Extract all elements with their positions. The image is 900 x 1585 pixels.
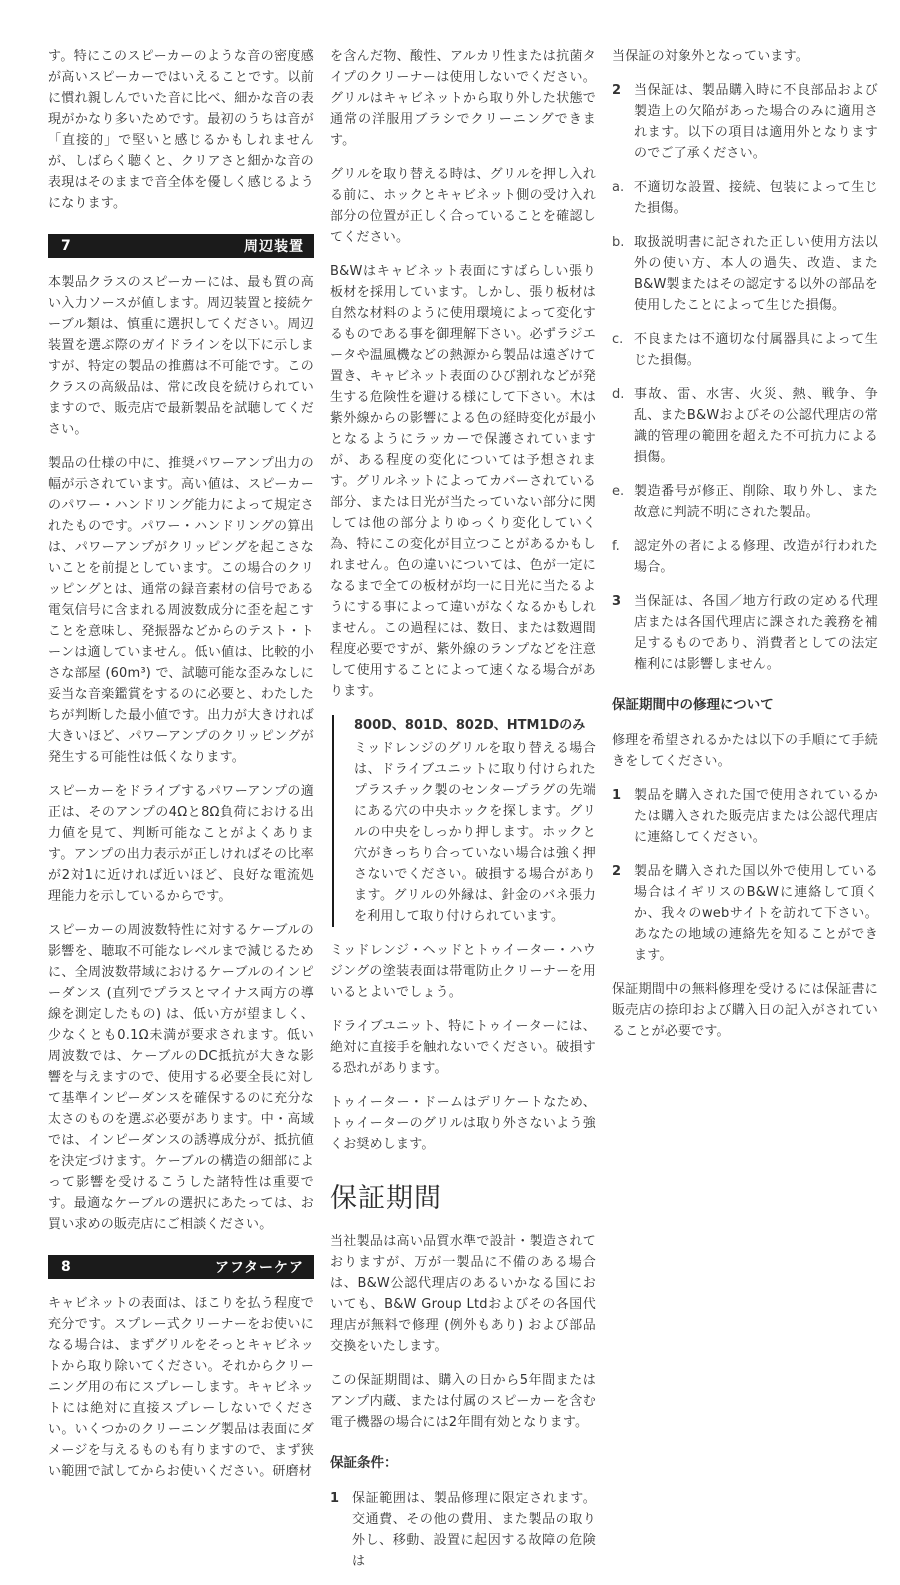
paragraph: 修理を希望されるかたは以下の手順にて手続きをしてください。	[612, 733, 878, 769]
list-number: 1	[612, 788, 622, 803]
list-text: 製造番号が修正、削除、取り外し、また故意に判読不明にされた製品。	[634, 484, 878, 520]
list-text: 保証範囲は、製品修理に限定されます。交通費、その他の費用、また製品の取り外し、移動、設置に起因する故障の危険は	[352, 1491, 596, 1570]
list-number: 2	[612, 864, 622, 879]
paragraph: 当社製品は高い品質水準で設計・製造されておりますが、万が一製品に不備のある場合は、B&W公認代理店のあるいかなる国においても、B&W Group Ltdおよびその各国代理店が無料で修理 (例外もあり) および部品交換をいたします。	[330, 1234, 596, 1355]
repair-during-warranty-subheading: 保証期間中の修理について	[612, 697, 774, 713]
paragraph: キャビネットの表面は、ほこりを払う程度で充分です。スプレー式クリーナーをお使いになる場合は、まずグリルをそっとキャビネットから取り除いてください。それからクリーニング用の布にスプレーします。キャビネットには絶対に直接スプレーしないでください。いくつかのクリーニング製品は表面にダメージを与えるものも有りますので、まず狭い範囲で試してからお使いください。研磨材	[48, 1296, 314, 1479]
condition-item-3	[612, 591, 878, 675]
list-text: 不適切な設置、接続、包装によって生じた損傷。	[634, 180, 878, 216]
paragraph: トゥイーター・ドームはデリケートなため、トゥイーターのグリルは取り外さないよう強くお奨めします。	[330, 1095, 596, 1152]
list-letter: a.	[612, 180, 625, 195]
paragraph: 本製品クラスのスピーカーには、最も質の高い入力ソースが値します。周辺装置と接続ケーブル類は、慎重に選択してください。周辺装置を選ぶ際のガイドラインを以下に示しますが、特定の製品の推薦は不可能です。このクラスの高級品は、常に改良を続けられていますので、販売店で最新製品を試聴してください。	[48, 275, 314, 437]
repair-step-2	[612, 861, 878, 966]
section-7-number: 7	[61, 238, 71, 254]
exclusion-item-a	[612, 177, 878, 219]
repair-step-1	[612, 785, 878, 848]
paragraph: ドライブユニット、特にトゥイーターには、絶対に直接手を触れないでください。破損する恐れがあります。	[330, 1019, 596, 1076]
model-specific-note	[332, 715, 596, 927]
paragraph: この保証期間は、購入の日から5年間またはアンプ内蔵、または付属のスピーカーを含む電子機器の場合には2年間有効となります。	[330, 1373, 596, 1431]
section-8-title: アフターケア	[214, 1260, 304, 1276]
list-number: 3	[612, 594, 622, 609]
note-title: 800D、801D、802D、HTM1Dのみ	[354, 718, 586, 733]
exclusion-item-c	[612, 329, 878, 371]
exclusion-item-e	[612, 481, 878, 523]
section-7-title: 周辺装置	[244, 239, 304, 255]
list-text: 製品を購入された国以外で使用している場合はイギリスのB&Wに連絡して頂くか、我々のwebサイトを訪れて下さい。あなたの地域の連絡先を知ることができます。	[634, 864, 878, 963]
list-text: 不良または不適切な付属器具によって生じた損傷。	[634, 332, 878, 368]
paragraph: グリルを取り替える時は、グリルを押し入れる前に、ホックとキャビネット側の受け入れ部分の位置が正しく合っていることを確認してください。	[330, 167, 596, 245]
list-letter: b.	[612, 235, 625, 250]
exclusion-item-f	[612, 536, 878, 578]
paragraph: スピーカーの周波数特性に対するケーブルの影響を、聴取不可能なレベルまで減じるために、全周波数帯域におけるケーブルのインピーダンス (直列でプラスとマイナス両方の導線を測定したもの) は、低い方が望ましく、少なくとも0.1Ω未満が要求されます。低い周波数では、ケーブルのDC抵抗が大きな影響を与えますので、使用する必要全長に対して基準インピーダンスを確保するのに充分な太さのものを選ぶ必要があります。中・高域では、インピーダンスの誘導成分が、抵抗値を決定づけます。ケーブルの構造の細部によって影響を受けるこうした諸特性は重要です。最適なケーブルの選択にあたっては、お買い求めの販売店にご相談ください。	[48, 923, 314, 1232]
list-letter: d.	[612, 387, 625, 402]
condition-item-2	[612, 80, 878, 164]
column-1	[48, 46, 314, 1585]
paragraph: 保証期間中の無料修理を受けるには保証書に販売店の捺印および購入日の記入がされていることが必要です。	[612, 982, 878, 1039]
paragraph-intro-continuation: す。特にこのスピーカーのような音の密度感が高いスピーカーではいえることです。以前に慣れ親しんでいた音に比べ、細かな音の表現がかなり多いためです。最初のうちは音が「直接的」で堅いと感じるかもしれませんが、しばらく聴くと、クリアさと細かな音の表現はそのままで音全体を優しく感じるようになります。	[48, 49, 314, 211]
exclusion-item-d	[612, 384, 878, 468]
section-7-header	[48, 234, 314, 258]
list-letter: c.	[612, 332, 624, 347]
list-number: 2	[612, 83, 622, 98]
condition-item-1	[330, 1488, 596, 1572]
list-letter: f.	[612, 539, 620, 554]
list-text: 当保証は、各国／地方行政の定める代理店または各国代理店に課された義務を補足するものであり、消費者としての法定権利には影響しません。	[634, 594, 878, 672]
paragraph-continuation: を含んだ物、酸性、アルカリ性または抗菌タイプのクリーナーは使用しないでください。グリルはキャビネットから取り外した状態で通常の洋服用ブラシでクリーニングできます。	[330, 49, 596, 148]
paragraph: 製品の仕様の中に、推奨パワーアンプ出力の幅が示されています。高い値は、スピーカーのパワー・ハンドリング能力によって規定されたものです。パワー・ハンドリングの算出は、パワーアンプがクリッピングを起こさないことを前提としています。この場合のクリッピングとは、通常の録音素材の信号である電気信号に含まれる周波数成分に歪を起こすことを意味し、発振器などからのテスト・トーンは適していません。低い値は、比較的小さな部屋 (60m³) で、試聴可能な歪みなしに妥当な音楽鑑賞をするのに必要と、わたしたちが判断した最小値です。出力が大きければ大きいほど、パワーアンプのクリッピングが発生する可能性は低くなります。	[48, 456, 314, 765]
section-8-header	[48, 1255, 314, 1279]
list-number: 1	[330, 1491, 340, 1507]
list-text: 製品を購入された国で使用されているかたは購入された販売店または公認代理店に連絡してください。	[634, 788, 878, 845]
condition-item-1-continuation: 当保証の対象外となっています。	[612, 49, 809, 64]
exclusion-item-b	[612, 232, 878, 316]
column-3	[612, 46, 878, 1585]
column-2	[330, 46, 596, 1585]
section-8-number: 8	[61, 1259, 71, 1275]
warranty-period-heading: 保証期間	[330, 1183, 442, 1214]
list-text: 当保証は、製品購入時に不良部品および製造上の欠陥があった場合のみに適用されます。以下の項目は適用外となりますのでご了承ください。	[634, 83, 878, 161]
list-text: 取扱説明書に記された正しい使用方法以外の使い方、本人の過失、改造、またB&W製またはその認定する以外の部品を使用したことによって生じた損傷。	[634, 235, 878, 313]
list-letter: e.	[612, 484, 625, 499]
paragraph: スピーカーをドライブするパワーアンプの適正は、そのアンプの4Ωと8Ω負荷における出力値を見て、判断可能なことがよくあります。アンプの出力表示が正しければその比率が2対1に近ければ近いほど、良好な電流処理能力を示しているからです。	[48, 784, 314, 904]
note-body: ミッドレンジのグリルを取り替える場合は、ドライブユニットに取り付けられたプラスチック製のセンタープラグの先端にある穴の中央ホックを探します。グリルの中央をしっかり押します。ホックと穴がきっちり合っていない場合は強く押さないでください。破損する場合があります。グリルの外縁は、針金のバネ張力を利用して取り付けられています。	[354, 741, 596, 924]
list-text: 事故、雷、水害、火災、熱、戦争、争乱、またB&Wおよびその公認代理店の常識的管理の範囲を超えた不可抗力による損傷。	[634, 387, 878, 465]
list-text: 認定外の者による修理、改造が行われた場合。	[634, 539, 878, 575]
paragraph: B&Wはキャビネット表面にすばらしい張り板材を採用しています。しかし、張り板材は自然な材料のように使用環境によって変化するものである事を御理解下さい。必ずラジエータや温風機などの熱源から製品は遠ざけて置き、キャビネット表面のひび割れなどが発生する危険性を避ける様にして下さい。木は紫外線からの影響による色の経時変化が最小となるようにラッカーで保護されていますが、ある程度の変化については予想されます。グリルネットによってカバーされている部分、または日光が当たっていない部分に関しては他の部分よりゆっくり変化していく為、特にこの変化が目立つことがあるかもしれません。色の違いについては、色が一定になるまで全ての板材が均一に日光に当たるようにする事によって違いがなくなるかもしれません。この過程には、数日、または数週間程度必要ですが、紫外線のランプなどを注意して使用することによって速くなる場合があります。	[330, 264, 596, 699]
paragraph: ミッドレンジ・ヘッドとトゥイーター・ハウジングの塗装表面は帯電防止クリーナーを用いるとよいでしょう。	[330, 943, 596, 1000]
warranty-conditions-subheading: 保証条件：	[330, 1455, 398, 1472]
